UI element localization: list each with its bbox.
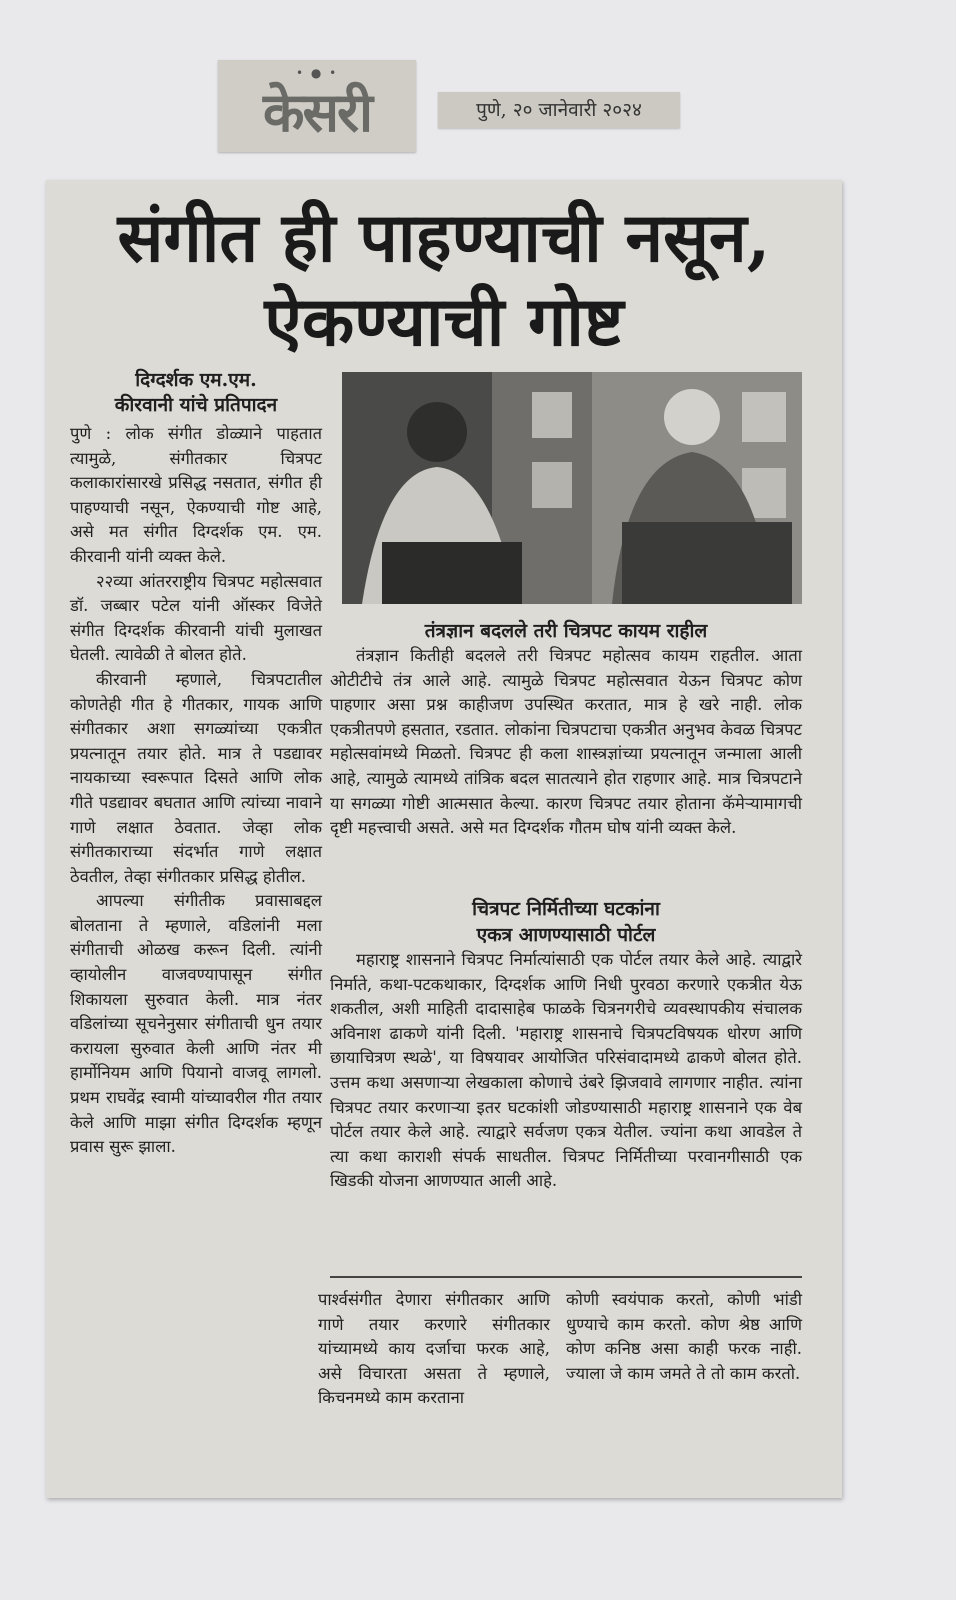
box1-heading: तंत्रज्ञान बदलले तरी चित्रपट कायम राहील bbox=[424, 620, 708, 642]
news-clipping bbox=[46, 180, 842, 1498]
left-paragraph-2: २२व्या आंतरराष्ट्रीय चित्रपट महोत्सवात डॉ. जब्बार पटेल यांनी ऑस्कर विजेते संगीत दिग्दर्शक कीरवानी यांची मुलाखत घेतली. त्यावेळी ते बोलत होते. bbox=[70, 571, 322, 665]
article-headline bbox=[46, 196, 842, 364]
left-subhead-line-2: कीरवानी यांचे प्रतिपादन bbox=[114, 394, 278, 416]
box2-text: महाराष्ट्र शासनाने चित्रपट निर्मात्यांसाठी एक पोर्टल तयार केले आहे. त्याद्वारे निर्माते, कथा-पटकथाकार, दिग्दर्शक आणि निधी पुरवठा करणारे एकत्रीत येऊ शकतील, अशी माहिती दादासाहेब फाळके चित्रनगरीचे व्यवस्थापकीय संचालक अविनाश ढाकणे यांनी दिली. 'महाराष्ट्र शासनाचे चित्रपटविषयक धोरण आणि छायाचित्रण स्थळे', या विषयावर आयोजित परिसंवादामध्ये ढाकणे बोलत होते. उत्तम कथा असणाऱ्या लेखकाला कोणाचे उंबरे झिजवावे लागणार नाहीत. त्यांना चित्रपट तयार करणाऱ्या इतर घटकांशी जोडण्यासाठी महाराष्ट्र शासनाने एक वेब पोर्टल तयार केले आहे. त्याद्वारे सर्वजण एकत्र येतील. ज्यांना कथा आवडेल ते त्या कथा काराशी संपर्क साधतील. चित्रपट निर्मितीच्या परवानगीसाठी एक खिडकी योजना आणण्यात आली आहे. bbox=[330, 950, 802, 1191]
left-paragraph-1: पुणे : लोक संगीत डोळ्याने पाहतात त्यामुळे, संगीतकार चित्रपट कलाकारांसारखे प्रसिद्ध नसतात, संगीत ही पाहण्याची नसून, ऐकण्याची गोष्ट आहे, असे मत संगीत दिग्दर्शक एम. एम. कीरवानी यांनी व्यक्त केले. bbox=[70, 424, 322, 566]
headline-line-2: ऐकण्याची गोष्ट bbox=[264, 282, 624, 362]
box-divider bbox=[330, 1276, 802, 1278]
left-subhead bbox=[70, 368, 322, 418]
masthead-logo: केसरी bbox=[262, 80, 372, 144]
right-column bbox=[566, 1288, 802, 1386]
mid-column bbox=[318, 1288, 550, 1411]
box1 bbox=[330, 618, 802, 841]
mid-column-text: पार्श्वसंगीत देणारा संगीतकार आणि गाणे तयार करणारे संगीतकार यांच्यामध्ये काय दर्जाचा फरक आहे, असे विचारता असता ते म्हणाले, किचनमध्ये काम करताना bbox=[318, 1290, 550, 1408]
right-column-text: कोणी स्वयंपाक करतो, कोणी भांडी धुण्याचे काम करतो. कोण श्रेष्ठ आणि कोण कनिष्ठ असा काही फरक नाही. ज्याला जे काम जमते ते तो काम करतो. bbox=[566, 1290, 802, 1383]
newspaper-masthead bbox=[218, 60, 416, 152]
left-subhead-line-1: दिग्दर्शक एम.एम. bbox=[135, 369, 257, 391]
left-column bbox=[70, 368, 322, 1160]
box1-text: तंत्रज्ञान कितीही बदलले तरी चित्रपट महोत्सव कायम राहतील. आता ओटीटीचे तंत्र आले आहे. त्यामुळे चित्रपट महोत्सवात येऊन चित्रपट कोण पाहणार असा प्रश्न काहीजण उपस्थित करतात, मात्र हे खरे नाही. लोक एकत्रीतपणे हसतात, रडतात. लोकांना चित्रपटाचा एकत्रीत अनुभव केवळ चित्रपट महोत्सवांमध्ये मिळतो. चित्रपट ही कला शास्त्रज्ञांच्या प्रयत्नातून जन्माला आली आहे, त्यामुळे त्यामध्ये तांत्रिक बदल सातत्याने होत राहणार आहे. मात्र चित्रपटाने या सगळ्या गोष्टी आत्मसात केल्या. कारण चित्रपट तयार होताना कॅमेऱ्यामागची दृष्टी महत्त्वाची असते. असे मत दिग्दर्शक गौतम घोष यांनी व्यक्त केले. bbox=[330, 646, 802, 838]
box2 bbox=[330, 896, 802, 1194]
article-photo bbox=[342, 372, 802, 604]
box2-heading-line-1: चित्रपट निर्मितीच्या घटकांना bbox=[472, 898, 660, 920]
masthead-ornament: • ● • bbox=[296, 66, 339, 80]
box2-heading bbox=[330, 896, 802, 948]
photo-illustration bbox=[342, 372, 802, 604]
headline-line-1: संगीत ही पाहण्याची नसून, bbox=[117, 198, 771, 278]
dateline: पुणे, २० जानेवारी २०२४ bbox=[438, 92, 680, 128]
left-paragraph-4: आपल्या संगीतीक प्रवासाबद्दल बोलताना ते म्हणाले, वडिलांनी मला संगीताची ओळख करून दिली. त्यांनी व्हायोलीन वाजवण्यापासून संगीत शिकायला सुरुवात केली. मात्र नंतर वडिलांच्या सूचनेनुसार संगीताची धुन तयार करायला सुरुवात केली आणि नंतर मी हार्मोनियम आणि पियानो वाजवू लागलो. प्रथम राघवेंद्र स्वामी यांच्यावरील गीत तयार केले आणि माझा संगीत दिग्दर्शक म्हणून प्रवास सुरू झाला. bbox=[70, 891, 322, 1157]
left-paragraph-3: कीरवानी म्हणाले, चित्रपटातील कोणतेही गीत हे गीतकार, गायक आणि संगीतकार अशा सगळ्यांच्या एकत्रीत प्रयत्नातून तयार होते. मात्र ते पडद्यावर नायकाच्या स्वरूपात दिसते आणि लोक गीते पडद्यावर बघतात आणि त्यांच्या नावाने गाणे लक्षात ठेवतात. जेव्हा लोक संगीतकाराच्या संदर्भात गाणे लक्षात ठेवतील, तेव्हा संगीतकार प्रसिद्ध होतील. bbox=[70, 669, 322, 886]
box2-heading-line-2: एकत्र आणण्यासाठी पोर्टल bbox=[476, 924, 656, 946]
